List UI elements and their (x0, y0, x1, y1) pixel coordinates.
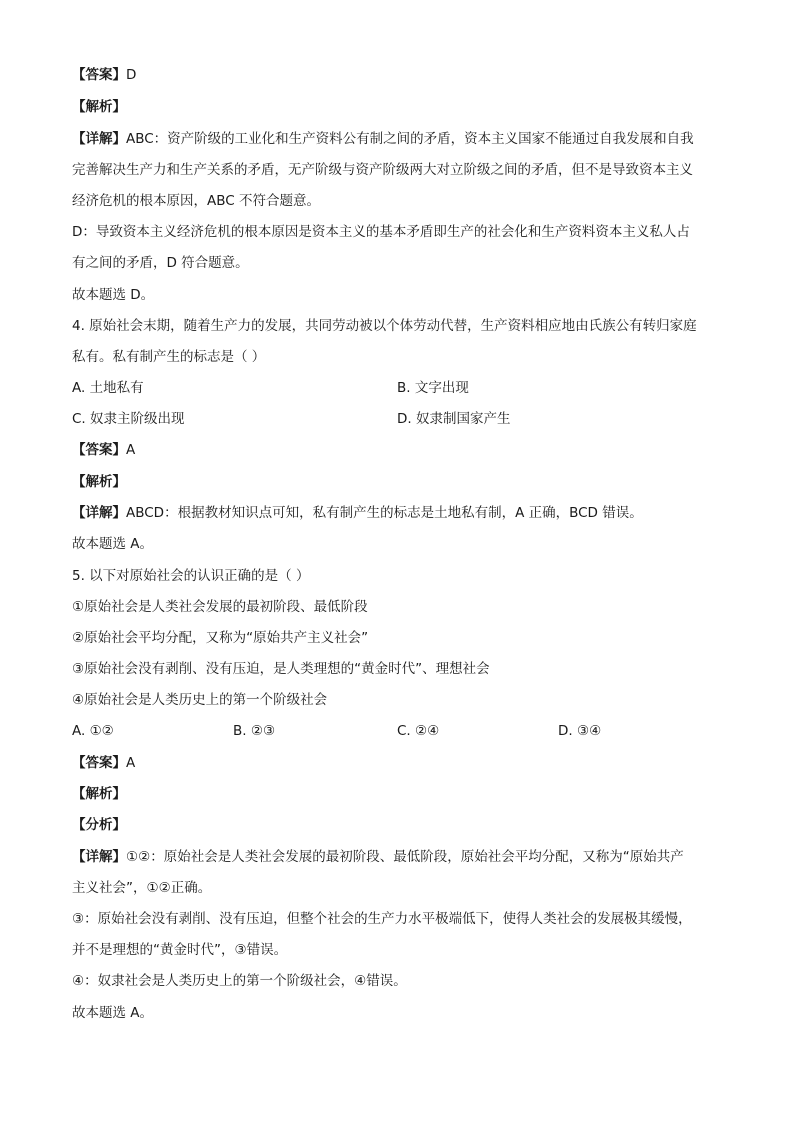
detail-paragraph (72, 129, 722, 149)
detail-paragraph (72, 503, 722, 523)
detail-text: ABCD：根据教材知识点可知，私有制产生的标志是土地私有制，A 正确，BCD 错误。 (126, 505, 643, 521)
option-b: B. 文字出现 (397, 380, 469, 396)
detail-tag: 【详解】 (72, 505, 126, 521)
detail-tag: 【详解】 (72, 131, 126, 147)
option-a: A. ①② (72, 723, 114, 739)
answer-value: D (126, 67, 137, 83)
analysis-heading: 【解析】 (72, 786, 126, 802)
question-stem: 4. 原始社会末期，随着生产力的发展，共同劳动被以个体劳动代替，生产资料相应地由氏族公有转归家庭 (72, 318, 697, 334)
detail-text: ABC：资产阶级的工业化和生产资料公有制之间的矛盾，资本主义国家不能通过自我发展和自我 (126, 131, 694, 147)
option-d: D. 奴隶制国家产生 (397, 411, 511, 427)
answer-tag: 【答案】 (72, 67, 126, 83)
detail-text: D：导致资本主义经济危机的根本原因是资本主义的基本矛盾即生产的社会化和生产资料资本主义私人占 (72, 224, 690, 240)
detail-text: ①②：原始社会是人类社会发展的最初阶段、最低阶段，原始社会平均分配，又称为“原始共产 (126, 849, 684, 865)
answer-line (72, 440, 722, 460)
detail-text: 主义社会”，①②正确。 (72, 880, 212, 896)
detail-tag: 【详解】 (72, 849, 126, 865)
statement-4: ④原始社会是人类历史上的第一个阶级社会 (72, 692, 328, 708)
option-c: C. ②④ (397, 723, 440, 739)
answer-value: A (126, 755, 136, 771)
analysis-heading: 【解析】 (72, 474, 126, 490)
statement-2: ②原始社会平均分配，又称为“原始共产主义社会” (72, 630, 369, 646)
detail-text: ③：原始社会没有剥削、没有压迫，但整个社会的生产力水平极端低下，使得人类社会的发展极其缓慢， (72, 911, 692, 927)
answer-line (72, 753, 722, 773)
option-a: A. 土地私有 (72, 380, 144, 396)
option-c: C. 奴隶主阶级出现 (72, 411, 185, 427)
statement-1: ①原始社会是人类社会发展的最初阶段、最低阶段 (72, 599, 368, 615)
conclusion-text: 故本题选 A。 (72, 536, 154, 552)
answer-tag: 【答案】 (72, 442, 126, 458)
detail-paragraph (72, 847, 722, 867)
answer-line (72, 65, 722, 85)
detail-text: ④：奴隶社会是人类历史上的第一个阶级社会，④错误。 (72, 973, 407, 989)
detail-text: 完善解决生产力和生产关系的矛盾，无产阶级与资产阶级两大对立阶级之间的矛盾，但不是导致资本主义 (72, 162, 693, 178)
fenxi-heading: 【分析】 (72, 817, 126, 833)
analysis-heading: 【解析】 (72, 99, 126, 115)
question-stem: 5. 以下对原始社会的认识正确的是（ ） (72, 568, 310, 584)
statement-3: ③原始社会没有剥削、没有压迫，是人类理想的“黄金时代”、理想社会 (72, 661, 490, 677)
answer-tag: 【答案】 (72, 755, 126, 771)
conclusion-text: 故本题选 A。 (72, 1005, 154, 1021)
option-d: D. ③④ (558, 723, 602, 739)
detail-text: 并不是理想的“黄金时代”，③错误。 (72, 942, 288, 958)
detail-text: 经济危机的根本原因，ABC 不符合题意。 (72, 193, 320, 209)
option-b: B. ②③ (233, 723, 276, 739)
conclusion-text: 故本题选 D。 (72, 287, 155, 303)
question-stem: 私有。私有制产生的标志是（ ） (72, 349, 266, 365)
detail-text: 有之间的矛盾，D 符合题意。 (72, 255, 249, 271)
answer-value: A (126, 442, 136, 458)
